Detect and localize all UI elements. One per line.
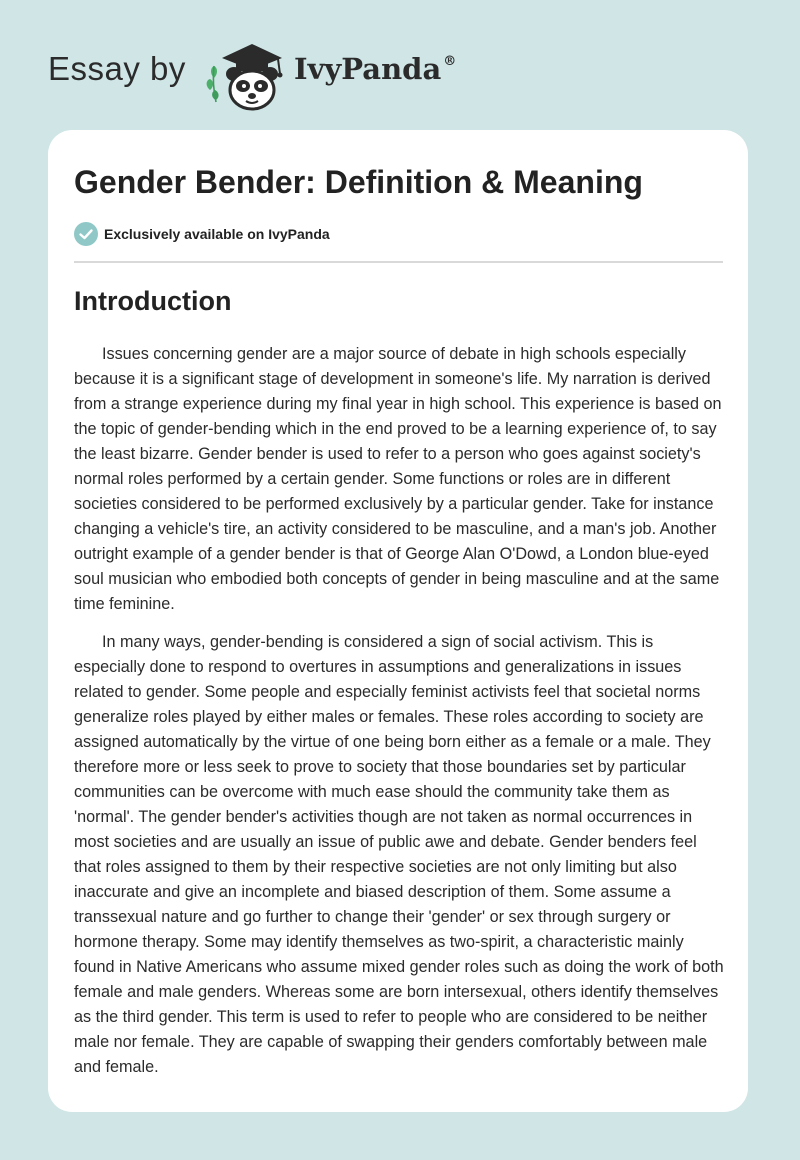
check-circle-icon <box>74 222 98 246</box>
title-divider <box>74 261 723 263</box>
exclusive-badge <box>74 222 330 246</box>
site-header <box>48 34 528 114</box>
brand-name-text: IvyPanda <box>294 52 442 86</box>
registered-mark: ® <box>443 54 457 69</box>
paragraph: In many ways, gender-bending is considered a sign of social activism. This is especially done to respond to overtures in assumptions and generalizations in issues related to gender. Some people and especially feminist activists feel that societal norms generalize roles played by either males or females. These roles according to society are assigned automatically by the virtue of one being born either as a female or a male. They therefore more or less seek to prove to society that those boundaries set by particular communities can be overcome with much ease should the community take them as 'normal'. The gender bender's activities though are not taken as normal occurrences in most societies and are usually an issue of public awe and debate. Gender benders feel that roles assigned to them by their respective societies are not only limiting but also inaccurate and give an incomplete and biased description of them. Some assume a transsexual nature and go further to change their 'gender' or sex through surgery or hormone therapy. Some may identify themselves as two-spirit, a characteristic mainly found in Native Americans who assume mixed gender roles such as doing the work of both female and male genders. Whereas some are born intersexual, others identify themselves as the third gender. This term is used to refer to people who are considered to be neither male nor female. They are capable of swapping their genders comfortably between male and female. <box>74 633 724 1076</box>
essay-by-label: Essay by <box>48 50 186 87</box>
paragraph: Issues concerning gender are a major source of debate in high schools especially because it is a significant stage of development in someone's life. My narration is derived from a strange experience during my final year in high school. This experience is based on the topic of gender-bending which in the end proved to be a learning experience of, to say the least bizarre. Gender bender is used to refer to a person who goes against society's normal roles performed by a certain gender. Some functions or roles are in different societies considered to be performed exclusively by a particular gender. Take for instance changing a vehicle's tire, an activity considered to be masculine, and a man's job. Another outright example of a gender bender is that of George Alan O'Dowd, a London blue-eyed soul musician who embodied both concepts of gender in being masculine and at the same time feminine. <box>74 345 722 613</box>
essay-title: Gender Bender: Definition & Meaning <box>74 164 643 200</box>
section-heading-introduction: Introduction <box>74 286 232 316</box>
ivypanda-logo-icon[interactable] <box>200 34 290 114</box>
exclusive-badge-text: Exclusively available on IvyPanda <box>104 226 330 242</box>
essay-card <box>48 130 748 1112</box>
essay-body <box>74 342 724 1093</box>
brand-name[interactable] <box>294 52 456 86</box>
